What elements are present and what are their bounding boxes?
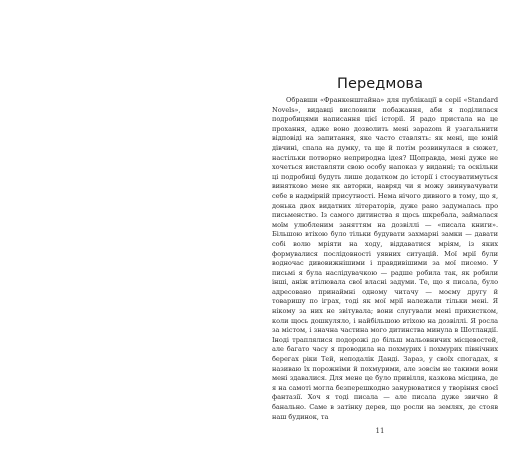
body-text: [272, 96, 498, 422]
page-number: 11: [375, 427, 385, 435]
paragraph: Обравши «Франкенштайна» для публікації в серії «Standard Novels», видавці висловили побажання, аби я поділилася подробицями написання цієї історії. Я радо пристала на це прохання, адже воно дозволить мені зарazom й узагальнити відповіді на запитання, яке часто ставлять: як мені, ще юній дівчині, спала на думку, та ще й потім розвинулася в сюжет, настільки потворно неприродна ідея? Щоправда, мені дуже не хочеться виставляти свою особу напоказ у виданні; та оскільки ці подробиці будуть лише додатком до історії і стосуватимуться винятково мене як авторки, навряд чи я можу звинувачувати себе в надмірній присутності. Нема нічого дивного в тому, що я, донька двох видатних літераторів, дуже рано задумалась про письменство. Із самого дитинства я щось шкребала, займалася моїм улюбленим заняттям на дозвіллі — «писала книги». Більшою втіхою було тільки будувати захмарні замки — давати собі волю мріяти на ходу, віддаватися мріям, із яких формувалися послідовності уявних ситуацій. Мої мрії були водночас дивовижнішими і правдивішими за мої писемо. У письмі я була наслідувачкою — радше робила так, як робили інші, аніж втілювала свої власні задуми. Те, що я писала, було адресовано принаймні одному читачу — моєму другу й товаришу по іграх, тоді як мої мрії належали тільки мені. Я нікому за них не звітувала; вони слугували мені прихистком, коли щось дошкуляло, і найбільшою втіхою на дозвіллі. Я росла за містом, і значна частина мого дитинства минула в Шотландії. Іноді траплялися подорожі до більш мальовничих місцевостей, але багато часу я проводила на похмурих і похмурих північних берегах ріки Тей, неподалік Данді. Зараз, у своїх спогадах, я називаю їх порожніми й похмурими, але зовсім не такими вони мені здавалися. Для мене це було привілля, казкова місцина, де я на самоті могла безперешкодно занурюватися у творіння своєї фантазії. Хоч я тоді писала — але писала дуже звично й банально. Саме в затінку дерев, що росли на землях, де стояв наш будинок, та: [272, 96, 498, 421]
chapter-title: Передмова: [336, 76, 424, 92]
